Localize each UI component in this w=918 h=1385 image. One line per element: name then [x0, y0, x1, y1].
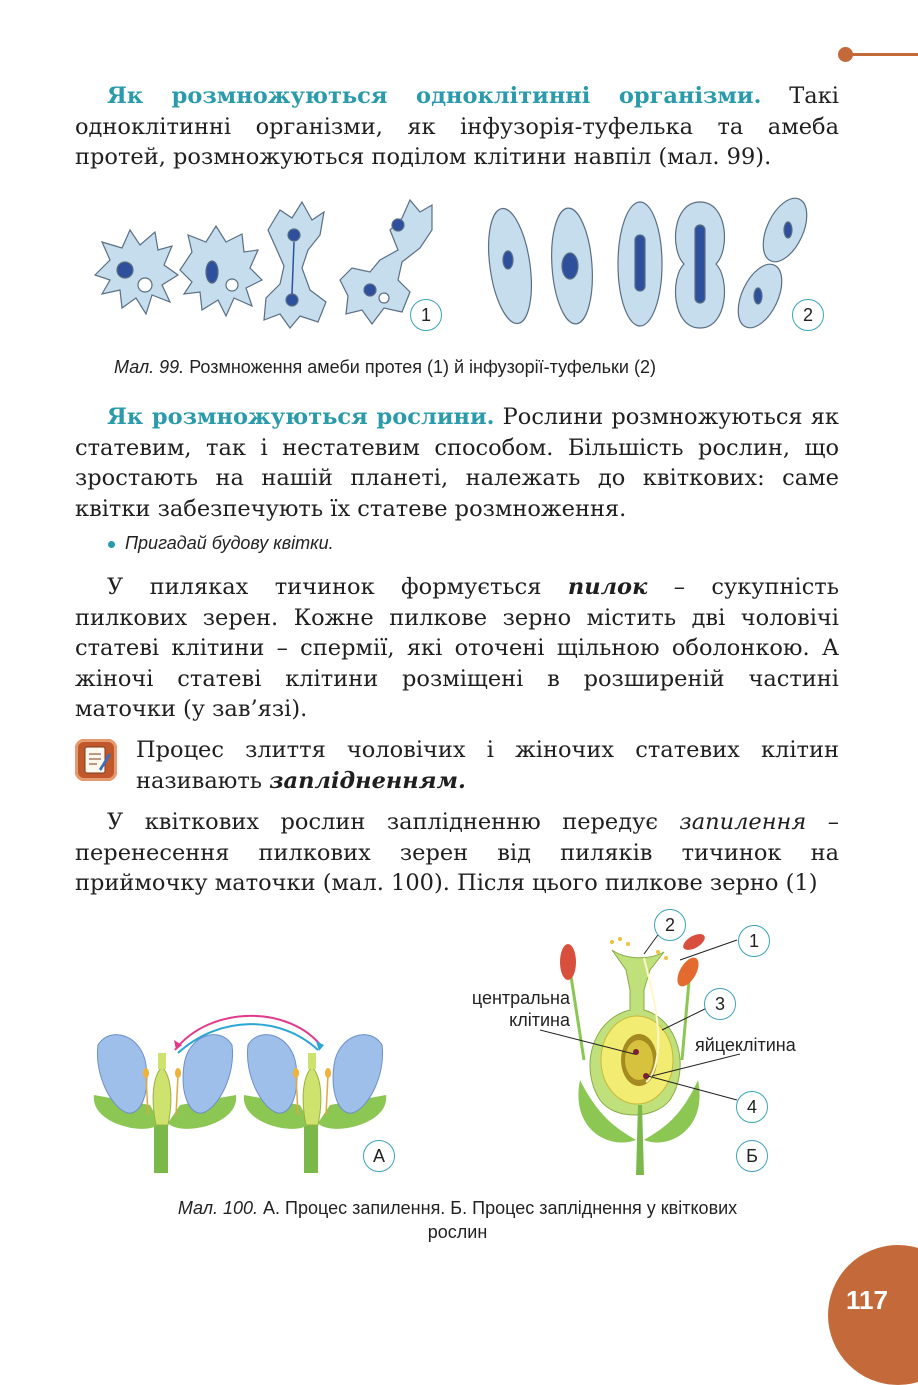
figure-100-marker-2: 2 — [654, 909, 686, 941]
figure-100-marker-3: 3 — [704, 988, 736, 1020]
paramecium-4 — [676, 202, 725, 328]
figure-99-caption: Мал. 99. Розмноження амеби протея (1) й інфузорії-туфельки (2) — [114, 357, 656, 377]
figure-100-marker-1: 1 — [738, 925, 770, 957]
flower-1 — [94, 1035, 236, 1173]
term-pollination: запилення — [679, 809, 807, 835]
paragraph-plants: Як розмножуються рослини. Рослини розмножуються як статевим, так і нестатевим способом. Більшість рослин, що зростають на нашій планеті, належать до квіткових: саме квітки забезпечують їх статеве розмноження. — [75, 404, 839, 522]
heading-unicellular: Як розмножуються одноклітинні організми. — [107, 83, 762, 109]
page-number: 117 — [846, 1285, 888, 1315]
figure-99-illustration — [80, 190, 840, 340]
definition-fertilization: Процес злиття чоловічих і жіночих статевих клітин називають заплідненням. — [136, 737, 839, 794]
figure-99-marker-1: 1 — [410, 299, 442, 331]
paramecium-1 — [482, 206, 538, 326]
top-accent-dot — [838, 47, 853, 62]
figure-100-pollination — [90, 1005, 400, 1175]
paramecium-3 — [618, 202, 662, 326]
heading-plants: Як розмножуються рослини. — [107, 404, 495, 430]
label-central-cell: центральна клітина — [471, 988, 570, 1030]
paragraph-pollination: У квіткових рослин заплідненню передує запилення – перенесення пилкових зерен від пиляків тичинок на приймочку маточки (мал. 100). Після цього пилкове зерно (1) — [75, 809, 839, 896]
figure-99-marker-2: 2 — [792, 299, 824, 331]
figure-100-marker-4: 4 — [736, 1091, 768, 1123]
task-recall: Пригадай будову квітки. — [108, 533, 334, 554]
notebook-icon — [75, 739, 117, 781]
figure-100-caption: Мал. 100. А. Процес запилення. Б. Процес запліднення у квіткових рослин — [177, 1198, 738, 1242]
figure-100-marker-b: Б — [736, 1140, 768, 1172]
bullet-icon — [108, 541, 115, 548]
paragraph-unicellular: Як розмножуються одноклітинні організми. Такі одноклітинні організми, як інфузорія-туфелька та амеба протей, розмножуються поділом клітини навпіл (мал. 99). — [75, 83, 839, 170]
page-number-badge — [828, 1245, 918, 1385]
paragraph-pollen: У пиляках тичинок формується пилок – сукупність пилкових зерен. Кожне пилкове зерно містить дві чоловічі статеві клітини – спермії, які оточені щільною оболонкою. А жіночі статеві клітини розміщені в розширеній частині маточки (у зав’язі). — [75, 574, 839, 722]
paramecium-2 — [548, 207, 596, 326]
term-pollen: пилок — [567, 574, 648, 600]
top-accent-bar — [846, 53, 918, 56]
figure-100-marker-a: А — [363, 1140, 395, 1172]
term-fertilization: заплідненням. — [269, 767, 466, 794]
label-egg-cell: яйцеклітина — [695, 1035, 796, 1055]
